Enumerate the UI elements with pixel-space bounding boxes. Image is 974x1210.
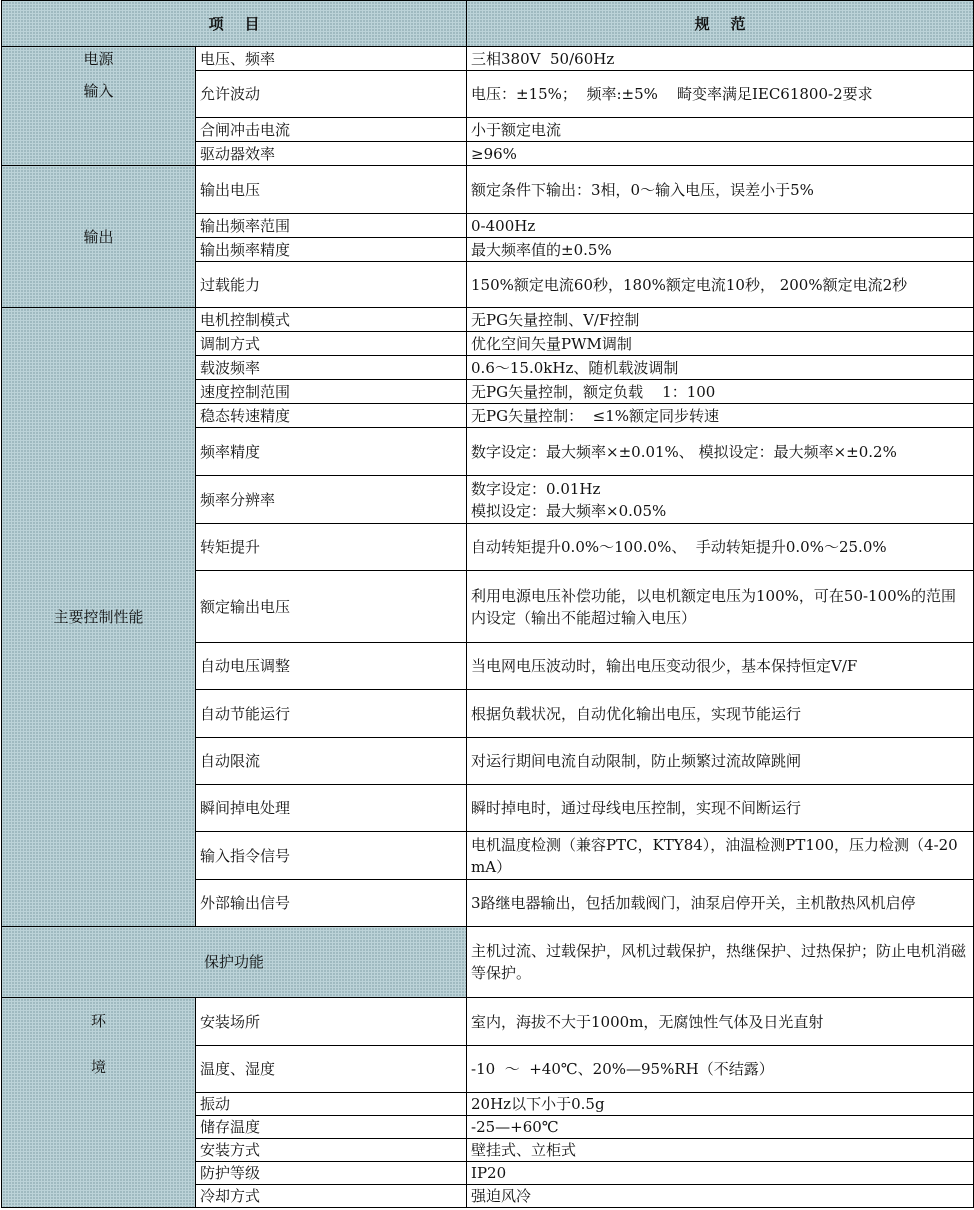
group-environment-line1: 环	[90, 1012, 106, 1030]
header-row	[2, 1, 974, 47]
header-item	[2, 1, 467, 47]
item-cell: 自动限流	[196, 738, 467, 785]
spec-cell: 根据负载状况，自动优化输出电压，实现节能运行	[467, 690, 974, 738]
item-cell: 频率精度	[196, 428, 467, 476]
table-row	[2, 998, 974, 1046]
item-cell: 驱动器效率	[196, 142, 467, 166]
spec-cell: 小于额定电流	[467, 118, 974, 142]
item-cell: 电机控制模式	[196, 308, 467, 332]
group-power-input-line1: 电源	[83, 50, 114, 68]
item-cell: 电压、频率	[196, 47, 467, 71]
spec-cell: 壁挂式、立柜式	[467, 1139, 974, 1162]
spec-cell: 数字设定：最大频率×±0.01%、 模拟设定：最大频率×±0.2%	[467, 428, 974, 476]
table-row	[2, 927, 974, 998]
item-cell: 冷却方式	[196, 1185, 467, 1208]
spec-cell: 最大频率值的±0.5%	[467, 238, 974, 262]
header-item-text: 项 目	[208, 14, 260, 33]
spec-cell	[467, 476, 974, 524]
item-cell: 自动电压调整	[196, 643, 467, 690]
group-output	[2, 166, 196, 308]
spec-cell: 无PG矢量控制，额定负载 1：100	[467, 380, 974, 404]
spec-cell: -25—+60℃	[467, 1116, 974, 1139]
spec-cell: 无PG矢量控制： ≤1%额定同步转速	[467, 404, 974, 428]
spec-cell: 0-400Hz	[467, 214, 974, 238]
spec-cell: 当电网电压波动时，输出电压变动很少，基本保持恒定V/F	[467, 643, 974, 690]
item-cell: 载波频率	[196, 356, 467, 380]
item-cell: 安装方式	[196, 1139, 467, 1162]
group-environment-line2: 境	[90, 1058, 106, 1076]
item-cell: 外部输出信号	[196, 880, 467, 927]
group-output-label: 输出	[83, 227, 114, 246]
spec-cell: ≥96%	[467, 142, 974, 166]
item-cell: 储存温度	[196, 1116, 467, 1139]
spec-cell: 瞬时掉电时，通过母线电压控制，实现不间断运行	[467, 785, 974, 832]
header-spec	[467, 1, 974, 47]
item-cell: 过载能力	[196, 262, 467, 308]
item-cell: 自动节能运行	[196, 690, 467, 738]
spec-cell: 电机温度检测（兼容PTC，KTY84），油温检测PT100，压力检测（4-20mA）	[467, 832, 974, 880]
spec-table	[1, 0, 974, 1208]
table-row	[2, 308, 974, 332]
group-protection	[2, 927, 467, 998]
item-cell: 稳态转速精度	[196, 404, 467, 428]
spec-cell: 对运行期间电流自动限制，防止频繁过流故障跳闸	[467, 738, 974, 785]
spec-cell: 三相380V 50/60Hz	[467, 47, 974, 71]
spec-line: 模拟设定：最大频率×0.05%	[471, 501, 667, 520]
table-row	[2, 47, 974, 71]
item-cell: 调制方式	[196, 332, 467, 356]
group-power-input-line2: 输入	[83, 82, 114, 100]
item-cell: 振动	[196, 1093, 467, 1116]
table-row	[2, 166, 974, 214]
spec-cell: 0.6～15.0kHz、随机载波调制	[467, 356, 974, 380]
spec-cell: 强迫风冷	[467, 1185, 974, 1208]
item-cell: 输出频率范围	[196, 214, 467, 238]
item-cell: 速度控制范围	[196, 380, 467, 404]
item-cell: 输出频率精度	[196, 238, 467, 262]
spec-cell: 优化空间矢量PWM调制	[467, 332, 974, 356]
item-cell: 安装场所	[196, 998, 467, 1046]
spec-cell: 额定条件下输出：3相，0～输入电压，误差小于5%	[467, 166, 974, 214]
group-control-label: 主要控制性能	[53, 608, 144, 626]
item-cell: 额定输出电压	[196, 571, 467, 643]
spec-cell: 150%额定电流60秒，180%额定电流10秒， 200%额定电流2秒	[467, 262, 974, 308]
group-environment	[2, 998, 196, 1208]
item-cell: 允许波动	[196, 71, 467, 118]
item-cell: 转矩提升	[196, 524, 467, 571]
group-protection-label: 保护功能	[204, 953, 265, 971]
item-cell: 输入指令信号	[196, 832, 467, 880]
item-cell: 瞬间掉电处理	[196, 785, 467, 832]
spec-cell: IP20	[467, 1162, 974, 1185]
spec-cell: 主机过流、过载保护，风机过载保护，热继保护、过热保护；防止电机消磁等保护。	[467, 927, 974, 998]
spec-cell: 20Hz以下小于0.5g	[467, 1093, 974, 1116]
item-cell: 温度、湿度	[196, 1046, 467, 1093]
spec-cell: 无PG矢量控制、V/F控制	[467, 308, 974, 332]
item-cell: 合闸冲击电流	[196, 118, 467, 142]
group-power-input	[2, 47, 196, 166]
spec-cell: 3路继电器输出，包括加载阀门，油泵启停开关，主机散热风机启停	[467, 880, 974, 927]
item-cell: 频率分辨率	[196, 476, 467, 524]
spec-cell: 电压：±15%； 频率:±5% 畸变率满足IEC61800-2要求	[467, 71, 974, 118]
spec-cell: -10 ～ +40℃、20%—95%RH（不结露）	[467, 1046, 974, 1093]
group-control	[2, 308, 196, 927]
spec-cell: 室内，海拔不大于1000m，无腐蚀性气体及日光直射	[467, 998, 974, 1046]
spec-line: 数字设定：0.01Hz	[471, 479, 601, 498]
item-cell: 输出电压	[196, 166, 467, 214]
item-cell: 防护等级	[196, 1162, 467, 1185]
spec-cell: 利用电源电压补偿功能，以电机额定电压为100%，可在50-100%的范围内设定（输出不能超过输入电压）	[467, 571, 974, 643]
header-spec-text: 规 范	[694, 14, 746, 33]
spec-cell: 自动转矩提升0.0%～100.0%、 手动转矩提升0.0%～25.0%	[467, 524, 974, 571]
